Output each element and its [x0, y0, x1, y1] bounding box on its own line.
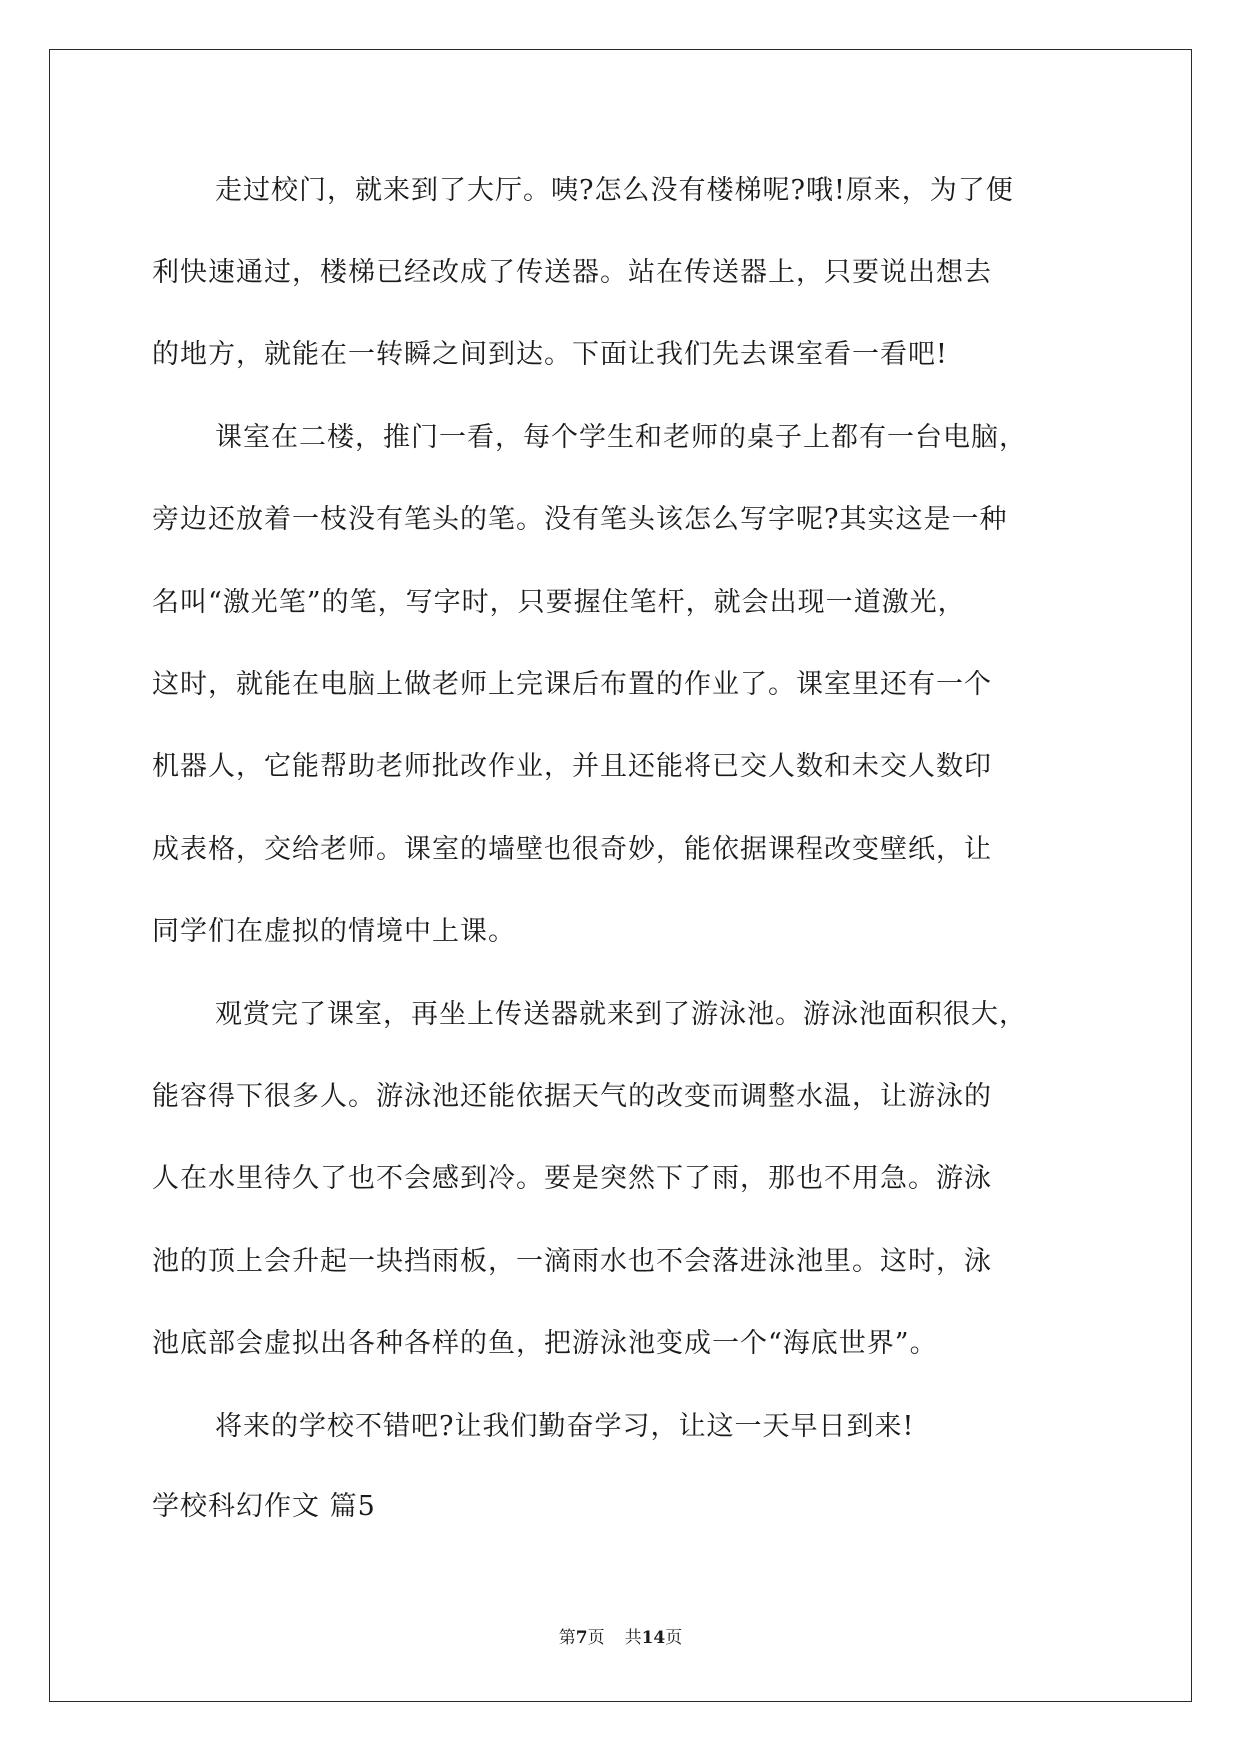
text-line: 成表格，交给老师。课室的墙壁也很奇妙，能依据课程改变壁纸，让	[152, 834, 992, 865]
text-line: 旁边还放着一枝没有笔头的笔。没有笔头该怎么写字呢?其实这是一种	[152, 504, 1008, 535]
section-heading: 学校科幻作文 篇5	[152, 1491, 376, 1522]
page-footer	[0, 1627, 1241, 1649]
page-suffix: 页	[587, 1628, 605, 1648]
total-page-number: 14	[641, 1628, 666, 1648]
text-line: 能容得下很多人。游泳池还能依据天气的改变而调整水温，让游泳的	[152, 1081, 992, 1112]
text-line: 观赏完了课室，再坐上传送器就来到了游泳池。游泳池面积很大，	[215, 999, 1027, 1030]
text-line: 人在水里待久了也不会感到冷。要是突然下了雨，那也不用急。游泳	[152, 1163, 992, 1194]
total-prefix: 共	[624, 1628, 642, 1648]
total-suffix: 页	[665, 1628, 683, 1648]
text-line: 同学们在虚拟的情境中上课。	[152, 916, 516, 947]
text-line: 名叫“激光笔”的笔，写字时，只要握住笔杆，就会出现一道激光，	[152, 587, 966, 618]
text-line: 这时，就能在电脑上做老师上完课后布置的作业了。课室里还有一个	[152, 669, 992, 700]
text-line: 机器人，它能帮助老师批改作业，并且还能将已交人数和未交人数印	[152, 751, 992, 782]
page-prefix: 第	[558, 1628, 576, 1648]
text-line: 走过校门，就来到了大厅。咦?怎么没有楼梯呢?哦!原来，为了便	[215, 175, 1014, 206]
current-page-number: 7	[575, 1628, 588, 1648]
text-line: 池底部会虚拟出各种各样的鱼，把游泳池变成一个“海底世界”。	[152, 1328, 938, 1359]
text-line: 将来的学校不错吧?让我们勤奋学习，让这一天早日到来!	[215, 1411, 915, 1442]
text-line: 的地方，就能在一转瞬之间到达。下面让我们先去课室看一看吧!	[152, 339, 948, 370]
page-border	[49, 49, 1192, 1702]
text-line: 利快速通过，楼梯已经改成了传送器。站在传送器上，只要说出想去	[152, 257, 992, 288]
text-line: 池的顶上会升起一块挡雨板，一滴雨水也不会落进泳池里。这时，泳	[152, 1246, 992, 1277]
text-line: 课室在二楼，推门一看，每个学生和老师的桌子上都有一台电脑，	[215, 422, 1027, 453]
